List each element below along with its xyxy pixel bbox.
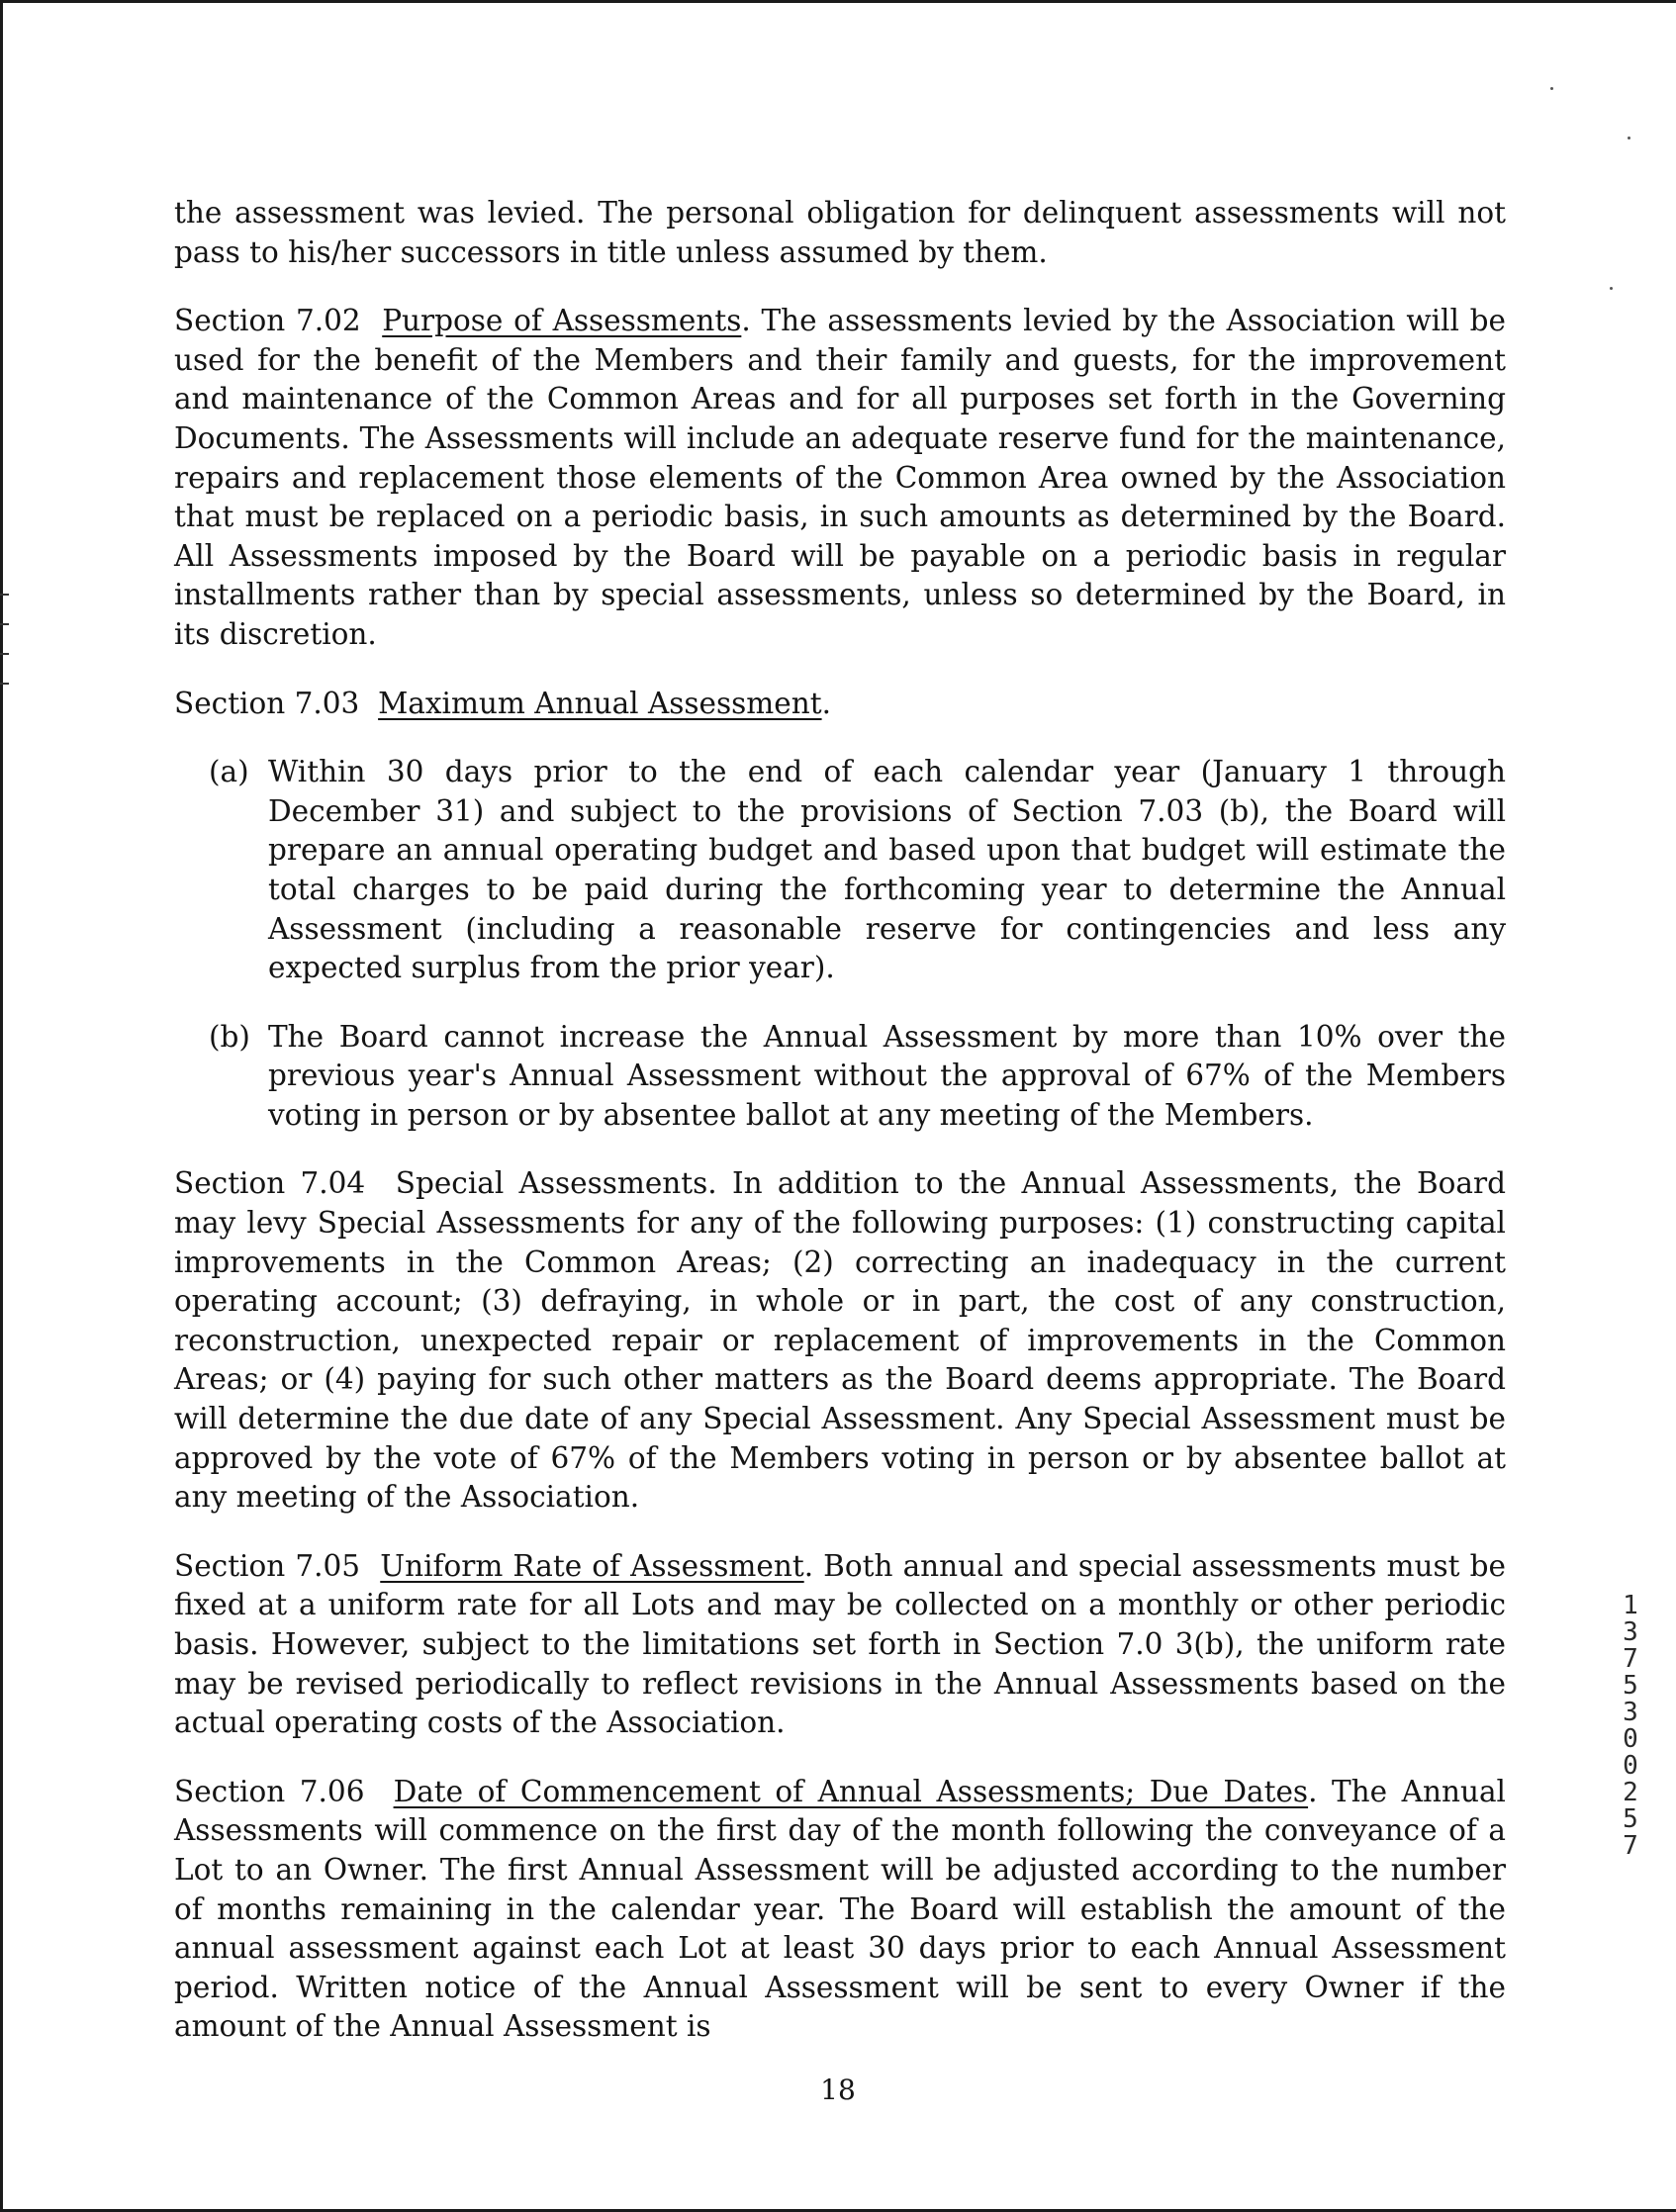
- section-number: Section 7.05: [174, 1548, 361, 1583]
- section-7-02: Section 7.02 Purpose of Assessments. The assessments levied by the Association will be used for the benefit of the Members and their family and guests, for the improvement and maintenance of the Common Areas and for all purposes set forth in the Governing Documents. The Assessments will include an adequate reserve fund for the maintenance, repairs and replacement those elements of the Common Area owned by the Association that must be replaced on a periodic basis, in such amounts as determined by the Board. All Assessments imposed by the Board will be payable on a periodic basis in regular installments rather than by special assessments, unless so determined by the Board, in its discretion.: [174, 304, 1506, 651]
- scan-speck: [1610, 287, 1613, 290]
- section-title: Date of Commencement of Annual Assessments; Due Dates: [393, 1774, 1309, 1808]
- list-marker: (b): [209, 1019, 250, 1054]
- list-item-a: [209, 753, 1506, 988]
- section-title: Purpose of Assessments: [382, 304, 742, 338]
- section-7-06: Section 7.06 Date of Commencement of Annual Assessments; Due Dates. The Annual Assessments will commence on the first day of the month following the conveyance of a Lot to an Owner. The first Annual Assessment will be adjusted according to the number of months remaining in the calendar year. The Board will establish the amount of the annual assessment against each Lot at least 30 days prior to each Annual Assessment period. Written notice of the Annual Assessment will be sent to every Owner if the amount of the Annual Assessment is: [174, 1774, 1506, 2044]
- document-body: [174, 194, 1506, 2076]
- scan-speck: [1628, 137, 1630, 139]
- list-text: Within 30 days prior to the end of each calendar year (January 1 through December 31) and subject to the provisions of Section 7.03 (b), the Board will prepare an annual operating budget and based upon that budget will estimate the total charges to be paid during the forthcoming year to determine the Annual Assessment (including a reasonable reserve for contingencies and less any expected surplus from the prior year).: [268, 755, 1506, 985]
- recording-stamp: 13753 00257: [1623, 1591, 1638, 1861]
- section-title: Maximum Annual Assessment: [378, 686, 822, 720]
- section-7-05: Section 7.05 Uniform Rate of Assessment. Both annual and special assessments must be fixed at a uniform rate for all Lots and may be collected on a monthly or other periodic basis. However, subject to the limitations set forth in Section 7.0 3(b), the uniform rate may be revised periodically to reflect revisions in the Annual Assessments based on the actual operating costs of the Association.: [174, 1548, 1506, 1740]
- scan-tick: [0, 653, 9, 655]
- section-title: Special Assessments.: [395, 1166, 717, 1201]
- list-item-b: [209, 1018, 1506, 1136]
- section-number: Section 7.06: [174, 1774, 365, 1808]
- intro-paragraph: the assessment was levied. The personal obligation for delinquent assessments will not pass to his/her successors in title unless assumed by them.: [174, 196, 1506, 269]
- scan-edge-top: [0, 0, 1676, 3]
- section-body: Both annual and special assessments must be fixed at a uniform rate for all Lots and may be collected on a monthly or other periodic basis. However, subject to the limitations set forth in Section 7.0 3(b), the uniform rate may be revised periodically to reflect revisions in the Annual Assessments based on the actual operating costs of the Association.: [174, 1548, 1506, 1740]
- scan-tick: [0, 623, 9, 625]
- section-number: Section 7.03: [174, 686, 360, 720]
- scan-edge-left: [0, 0, 3, 2212]
- section-body: In addition to the Annual Assessments, the Board may levy Special Assessments for any of the following purposes: (1) constructing capital improvements in the Common Areas; (2) correcting an inadequacy in the current operating account; (3) defraying, in whole or in part, the cost of any construction, reconstruction, unexpected repair or replacement of improvements in the Common Areas; or (4) paying for such other matters as the Board deems appropriate. The Board will determine the due date of any Special Assessment. Any Special Assessment must be approved by the vote of 67% of the Members voting in person or by absentee ballot at any meeting of the Association.: [174, 1166, 1507, 1515]
- section-title: Uniform Rate of Assessment: [380, 1548, 804, 1583]
- section-body: The Annual Assessments will commence on the first day of the month following the conveyance of a Lot to an Owner. The first Annual Assessment will be adjusted according to the number of months remaining in the calendar year. The Board will establish the amount of the annual assessment against each Lot at least 30 days prior to each Annual Assessment period. Written notice of the Annual Assessment will be sent to every Owner if the amount of the Annual Assessment is: [174, 1774, 1506, 2044]
- list-text: The Board cannot increase the Annual Assessment by more than 10% over the previous year's Annual Assessment without the approval of 67% of the Members voting in person or by absentee ballot at any meeting of the Members.: [268, 1019, 1506, 1132]
- section-number: Section 7.04: [174, 1166, 366, 1201]
- scan-tick: [0, 594, 9, 596]
- section-7-03: Section 7.03 Maximum Annual Assessment.: [174, 686, 831, 720]
- section-number: Section 7.02: [174, 304, 361, 338]
- scan-tick: [0, 683, 9, 685]
- section-body: The assessments levied by the Association will be used for the benefit of the Members and their family and guests, for the improvement and maintenance of the Common Areas and for all purposes set forth in the Governing Documents. The Assessments will include an adequate reserve fund for the maintenance, repairs and replacement those elements of the Common Area owned by the Association that must be replaced on a periodic basis, in such amounts as determined by the Board. All Assessments imposed by the Board will be payable on a periodic basis in regular installments rather than by special assessments, unless so determined by the Board, in its discretion.: [174, 304, 1506, 651]
- scan-speck: [1550, 87, 1553, 90]
- page-number: 18: [820, 2074, 856, 2106]
- section-7-04: [174, 1164, 1506, 1517]
- list-marker: (a): [209, 755, 249, 789]
